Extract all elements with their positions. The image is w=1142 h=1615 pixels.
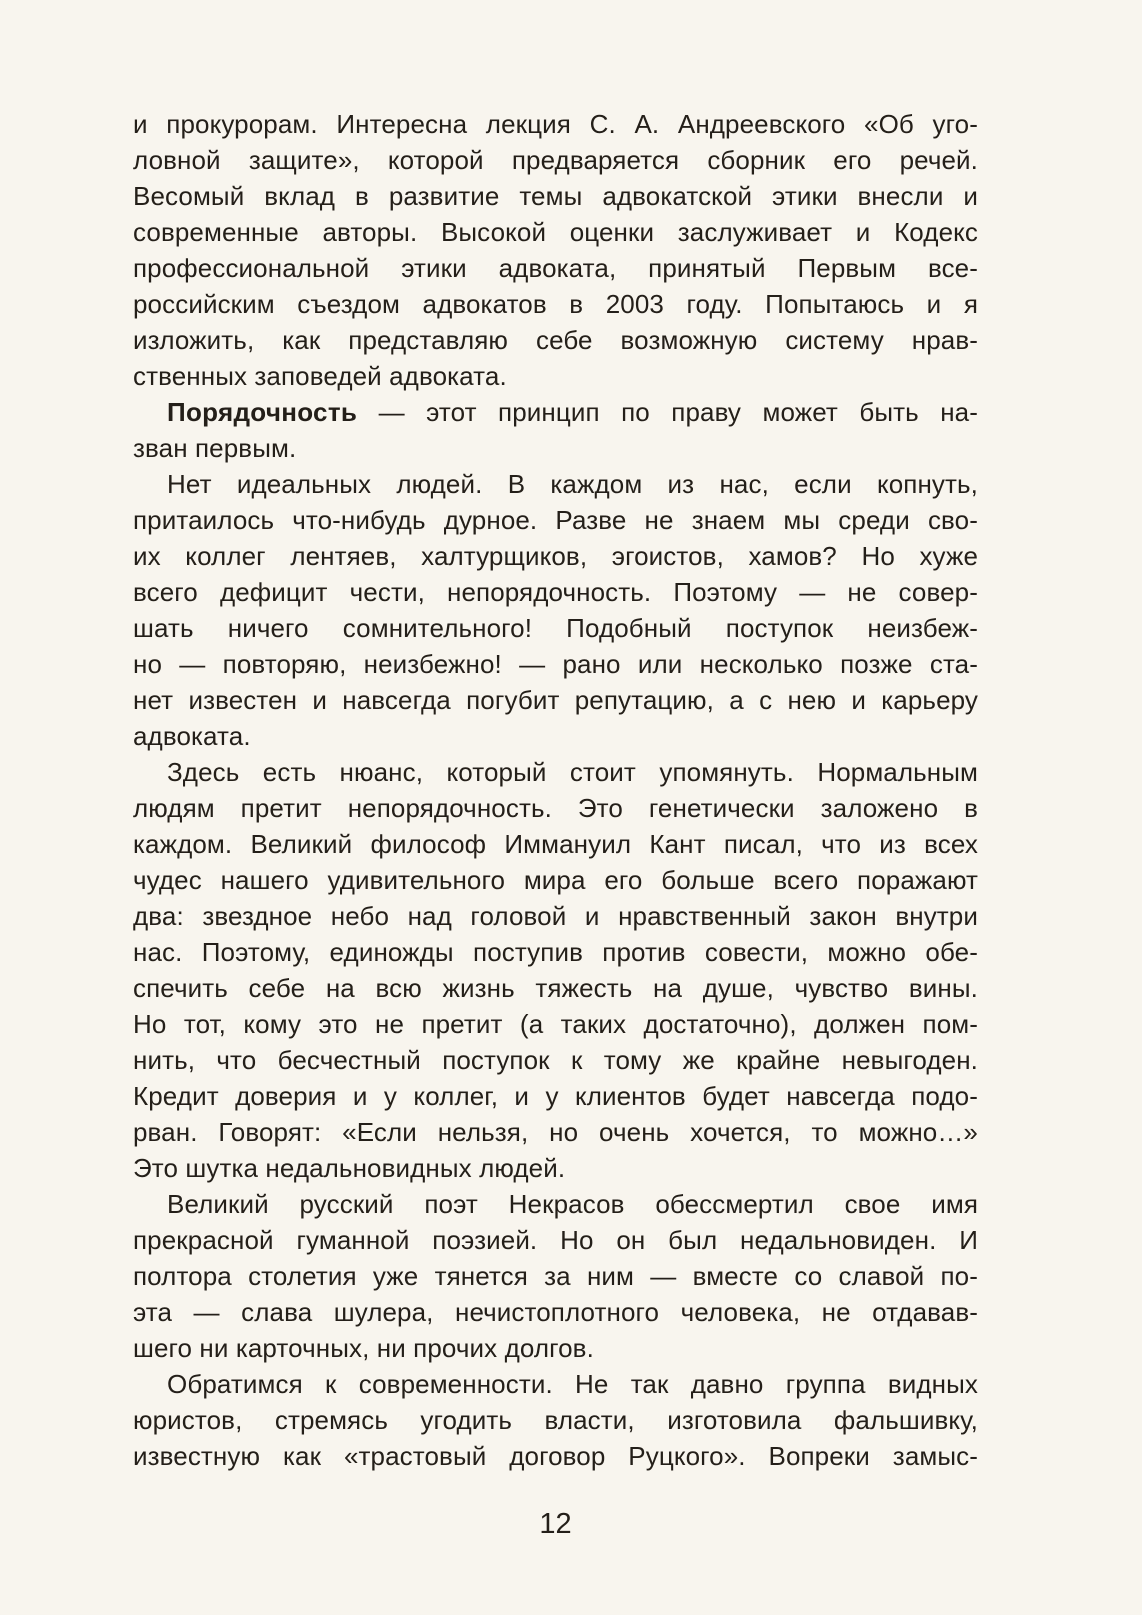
text-line: ственных заповедей адвоката. [133,361,507,391]
paragraph [133,1186,978,1366]
text-line: ловной защите», которой предваряется сборник его речей. [133,145,978,175]
text-line: спечить себе на всю жизнь тяжесть на душе, чувство вины. [133,973,978,1003]
text-line: известную как «трастовый договор Руцкого». Вопреки замыс- [133,1441,978,1471]
text-line: всего дефицит чести, непорядочность. Поэтому — не совер- [133,577,978,607]
page-text [133,106,978,1474]
text-line: Но тот, кому это не претит (а таких достаточно), должен пом- [133,1009,978,1039]
text-line: зван первым. [133,433,297,463]
page-number: 12 [539,1508,572,1540]
paragraph [133,754,978,1186]
text-line: прекрасной гуманной поэзией. Но он был недальновиден. И [133,1225,978,1255]
paragraph [133,394,978,466]
text-line: адвоката. [133,721,251,751]
text-line: рван. Говорят: «Если нельзя, но очень хочется, то можно…» [133,1117,978,1147]
text-line: Порядочность — этот принцип по праву может быть на- [167,397,978,427]
text-line: Обратимся к современности. Не так давно группа видных [167,1369,978,1399]
text-line: их коллег лентяев, халтурщиков, эгоистов, хамов? Но хуже [133,541,978,571]
text-line: современные авторы. Высокой оценки заслуживает и Кодекс [133,217,978,247]
text-line: российским съездом адвокатов в 2003 году. Попытаюсь и я [133,289,978,319]
text-line: каждом. Великий философ Иммануил Кант писал, что из всех [133,829,978,859]
text-line: Нет идеальных людей. В каждом из нас, если копнуть, [167,469,978,499]
text-line: Весомый вклад в развитие темы адвокатской этики внесли и [133,181,978,211]
paragraph [133,466,978,754]
paragraph [133,106,978,394]
text-line: Великий русский поэт Некрасов обессмертил свое имя [167,1189,978,1219]
text-line: юристов, стремясь угодить власти, изготовила фальшивку, [133,1405,978,1435]
text-line: Здесь есть нюанс, который стоит упомянуть. Нормальным [167,757,978,787]
text-line: два: звездное небо над головой и нравственный закон внутри [133,901,978,931]
text-line: шего ни карточных, ни прочих долгов. [133,1333,594,1363]
text-line: шать ничего сомнительного! Подобный поступок неизбеж- [133,613,978,643]
text-line: Кредит доверия и у коллег, и у клиентов будет навсегда подо- [133,1081,978,1111]
text-line: чудес нашего удивительного мира его больше всего поражают [133,865,978,895]
text-line: людям претит непорядочность. Это генетически заложено в [133,793,978,823]
text-line: нить, что бесчестный поступок к тому же крайне невыгоден. [133,1045,978,1075]
text-line: эта — слава шулера, нечистоплотного человека, не отдавав- [133,1297,978,1327]
text-line: но — повторяю, неизбежно! — рано или несколько позже ста- [133,649,978,679]
text-line: изложить, как представляю себе возможную систему нрав- [133,325,978,355]
text-line: профессиональной этики адвоката, принятый Первым все- [133,253,978,283]
text-line: Это шутка недальновидных людей. [133,1153,566,1183]
text-line: полтора столетия уже тянется за ним — вместе со славой по- [133,1261,978,1291]
text-line: нас. Поэтому, единожды поступив против совести, можно обе- [133,937,978,967]
text-line: притаилось что-нибудь дурное. Разве не знаем мы среди сво- [133,505,978,535]
text-line: нет известен и навсегда погубит репутацию, а с нею и карьеру [133,685,978,715]
text-line: и прокурорам. Интересна лекция С. А. Андреевского «Об уго- [133,109,978,139]
paragraph-lead-emphasis: Порядочность [167,397,358,427]
paragraph [133,1366,978,1474]
